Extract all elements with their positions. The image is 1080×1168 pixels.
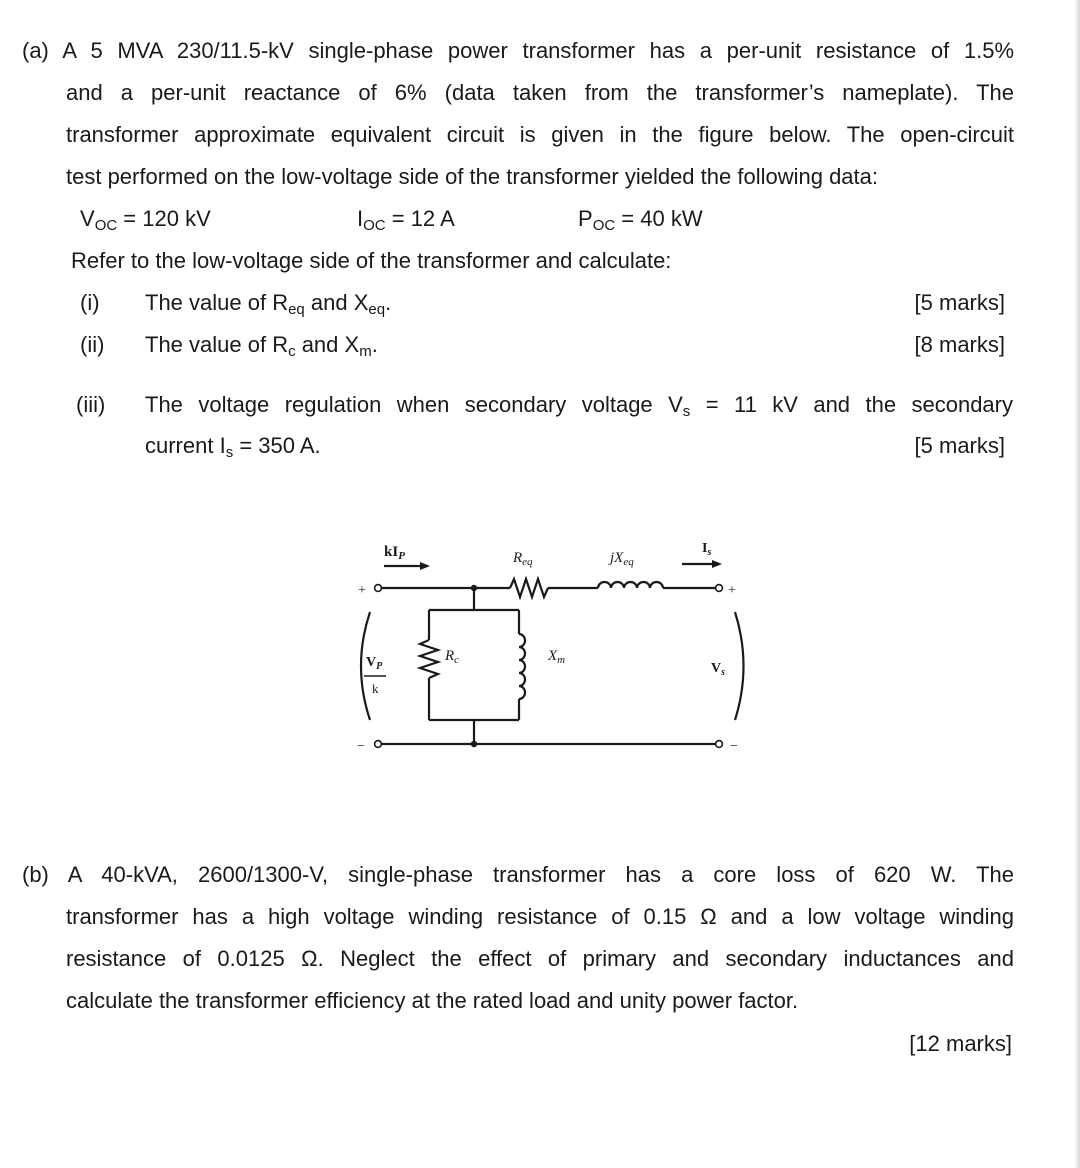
poc-value: $P_{OC} = 40$ kW xyxy=(578,206,703,234)
q1-text: The value of $R_{eq}$ and $X_{eq}$. xyxy=(145,290,392,318)
q2-text: The value of $R_c$ and $X_m$. xyxy=(145,332,378,360)
kip-label: $kI_P$ xyxy=(384,544,405,562)
part-a-line-1: (a) A 5 MVA 230/11.5-kV single-phase power transformer has a per-unit resistance of 1.5% xyxy=(22,38,1014,63)
part-b-line-3: resistance of 0.0125 Ω. Neglect the effect of primary and secondary inductances and xyxy=(66,946,1014,971)
req-label: $R_{eq}$ xyxy=(513,550,533,568)
q3-marks: [5 marks] xyxy=(914,433,1005,458)
refer-instruction: Refer to the low-voltage side of the transformer and calculate: xyxy=(71,248,672,273)
part-b-line-2: transformer has a high voltage winding resistance of 0.15 Ω and a low voltage winding xyxy=(66,904,1014,929)
secondary-plus-label: + xyxy=(728,583,736,598)
is-label: $I_s$ xyxy=(702,541,712,558)
vp-denominator-label: k xyxy=(372,681,379,696)
q3-text-line-1: The voltage regulation when secondary voltage $V_s = 11$ kV and the secondary xyxy=(145,392,1013,420)
jxeq-label: $jX_{eq}$ xyxy=(610,550,634,568)
q1-marks: [5 marks] xyxy=(914,290,1005,315)
q2-number: (ii) xyxy=(80,332,105,357)
q1-number: (i) xyxy=(80,290,100,315)
page-edge-shadow xyxy=(1074,0,1080,1168)
vp-label: $V_P$ xyxy=(366,655,383,672)
req-resistor-symbol xyxy=(510,579,548,597)
secondary-minus-label: − xyxy=(730,739,738,754)
part-a-line-4: test performed on the low-voltage side of the transformer yielded the following data: xyxy=(66,164,879,189)
q3-number: (iii) xyxy=(76,392,106,417)
rc-label: $R_c$ xyxy=(445,648,460,666)
voc-value: $V_{OC} = 120$ kV xyxy=(80,206,211,234)
vs-label: $V_s$ xyxy=(711,661,726,678)
ioc-value: $I_{OC} = 12$ A xyxy=(357,206,455,234)
part-a-line-3: transformer approximate equivalent circuit is given in the figure below. The open-circuit xyxy=(66,122,1014,147)
xm-label: $X_m$ xyxy=(548,648,566,666)
q3-text-line-2: current $I_s = 350$ A. xyxy=(145,433,321,461)
q2-marks: [8 marks] xyxy=(914,332,1005,357)
part-b-line-4: calculate the transformer efficiency at the rated load and unity power factor. xyxy=(66,988,799,1013)
rc-resistor-symbol xyxy=(420,640,438,678)
part-b-marks: [12 marks] xyxy=(909,1031,1012,1056)
xm-inductor-symbol xyxy=(519,634,525,699)
part-a-line-2: and a per-unit reactance of 6% (data taken from the transformer’s nameplate). The xyxy=(66,80,1014,105)
jxeq-inductor-symbol xyxy=(598,582,663,588)
part-b-line-1: (b) A 40-kVA, 2600/1300-V, single-phase transformer has a core loss of 620 W. The xyxy=(22,862,1014,887)
primary-plus-label: + xyxy=(358,583,366,598)
primary-minus-label: − xyxy=(357,739,365,754)
